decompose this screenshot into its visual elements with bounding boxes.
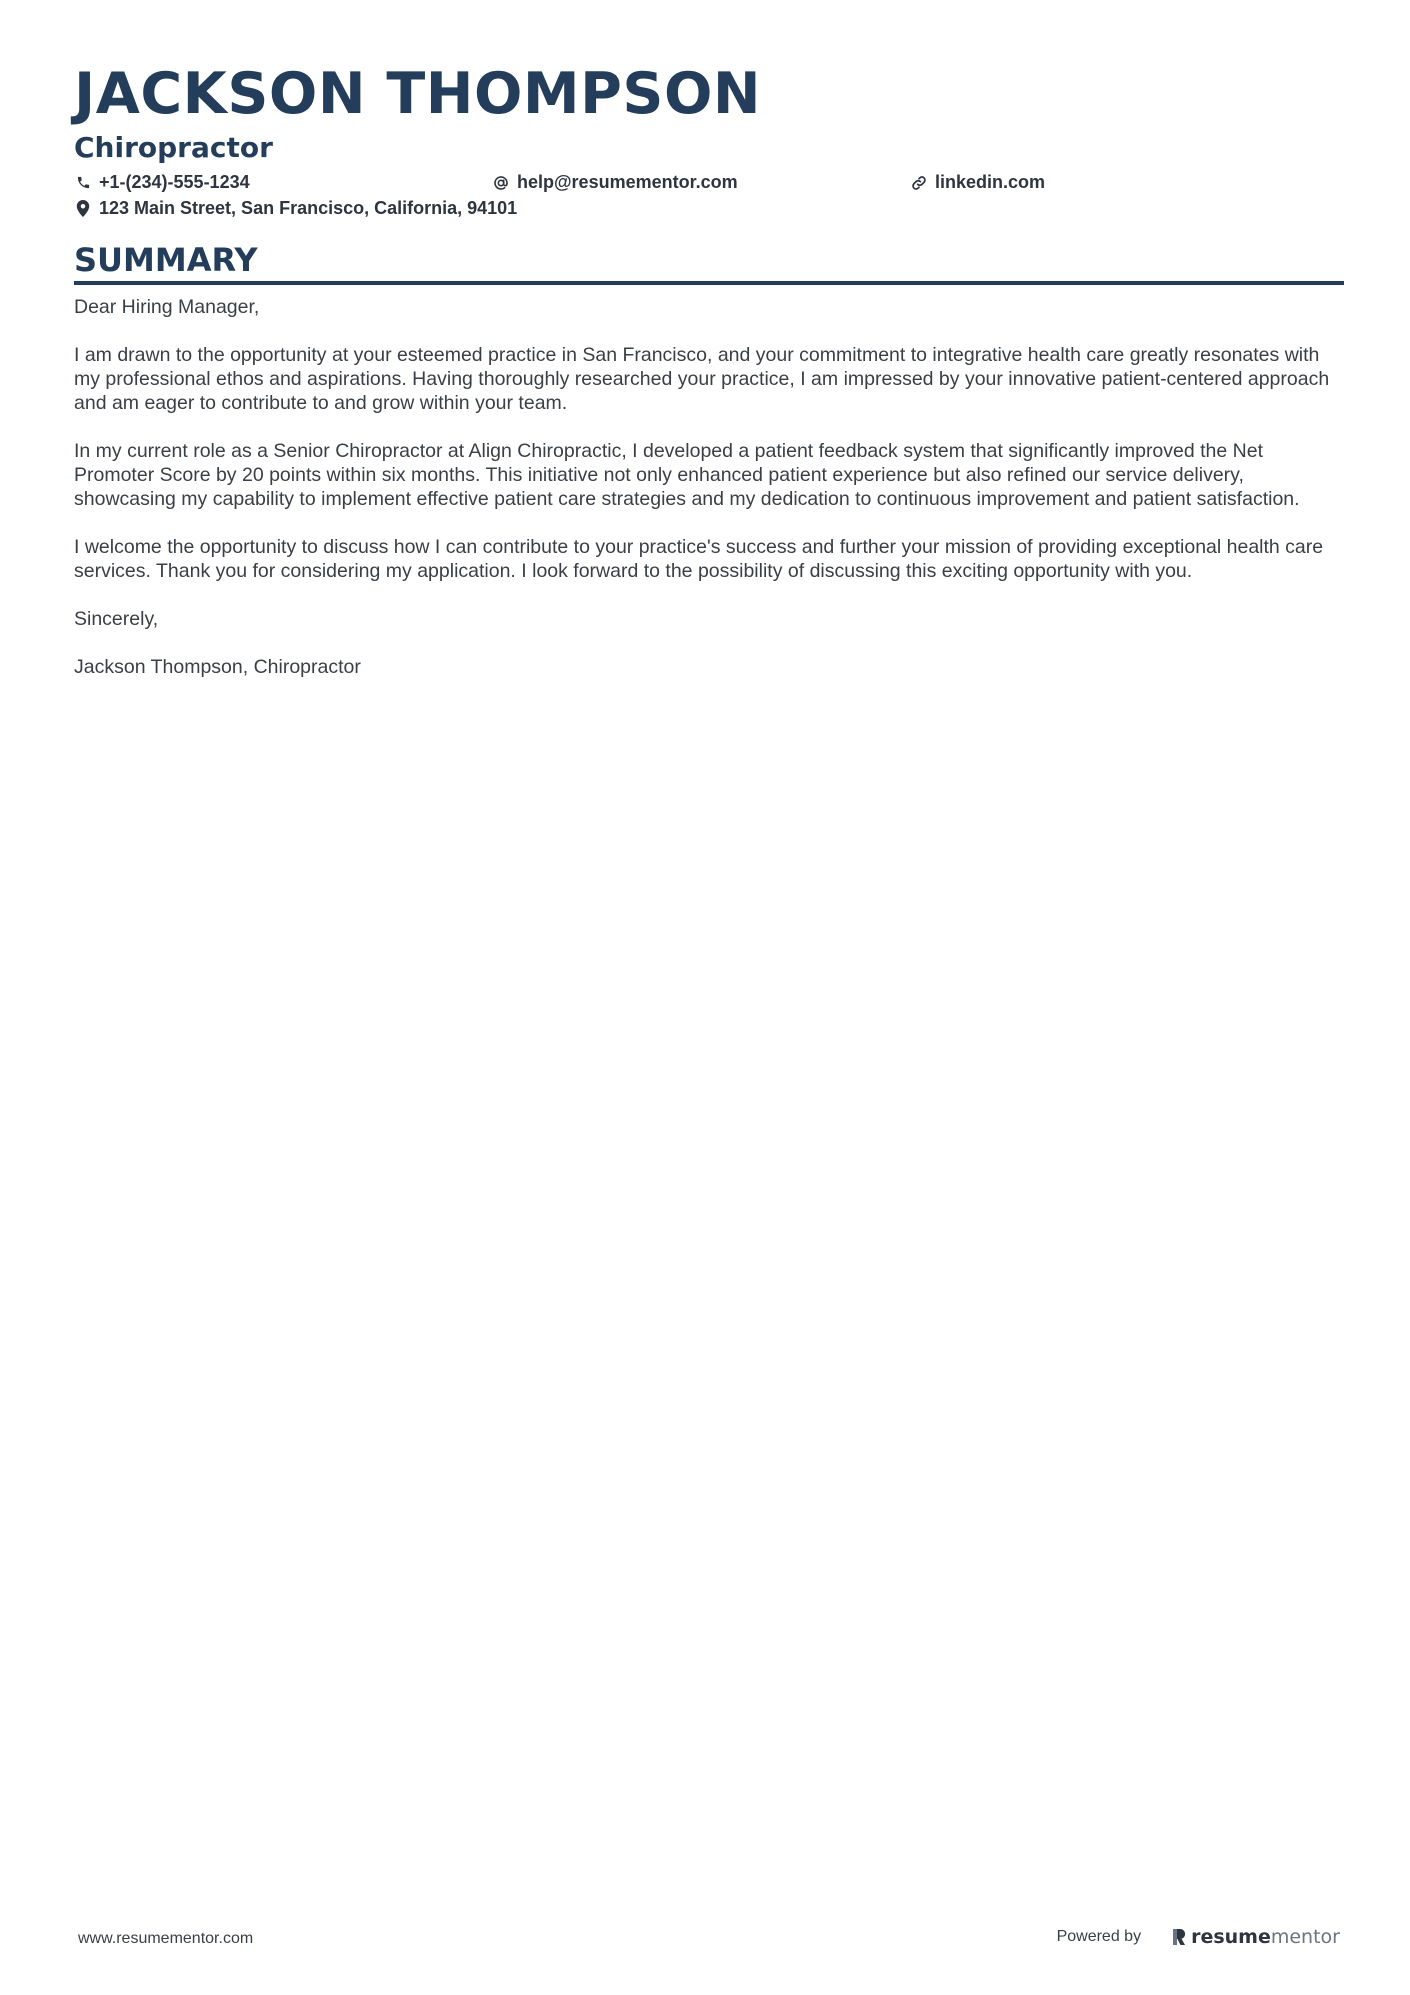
map-pin-icon	[74, 200, 92, 218]
salutation: Dear Hiring Manager,	[74, 296, 260, 318]
phone-text: +1-(234)-555-1234	[99, 172, 250, 192]
contact-phone	[74, 172, 250, 193]
summary-section	[74, 240, 1344, 703]
candidate-name: JACKSON THOMPSON	[74, 61, 762, 127]
email-text: help@resumementor.com	[517, 172, 738, 192]
resumementor-logo-icon	[1171, 1927, 1187, 1947]
section-heading: SUMMARY	[74, 241, 258, 279]
signature: Jackson Thompson, Chiropractor	[74, 656, 361, 678]
sign-off: Sincerely,	[74, 608, 159, 630]
contact-info	[74, 168, 1344, 222]
address-text: 123 Main Street, San Francisco, California, 94101	[99, 198, 518, 218]
contact-linkedin	[910, 172, 1045, 193]
phone-icon	[74, 174, 92, 192]
brand-name-part1: resume	[1191, 1926, 1271, 1948]
letter-body	[74, 295, 1344, 679]
brand-name-part2: mentor	[1270, 1926, 1340, 1948]
paragraph-intro: I am drawn to the opportunity at your esteemed practice in San Francisco, and your commitment to integrative health care greatly resonates with my professional ethos and aspirations. Having thoroughly researched your practice, I am impressed by your innovative patient-centered approach and am eager to contribute to and grow within your team.	[74, 344, 1330, 414]
paragraph-experience: In my current role as a Senior Chiropractor at Align Chiropractic, I developed a patient feedback system that significantly improved the Net Promoter Score by 20 points within six months. This initiative not only enhanced patient experience but also refined our service delivery, showcasing my capability to implement effective patient care strategies and my dedication to continuous improvement and patient satisfaction.	[74, 440, 1300, 510]
job-title: Chiropractor	[74, 131, 273, 164]
footer-website[interactable]: www.resumementor.com	[78, 1930, 254, 1947]
brand-logo[interactable]	[1171, 1926, 1340, 1948]
contact-address	[74, 198, 517, 219]
paragraph-closing: I welcome the opportunity to discuss how I can contribute to your practice's success and further your mission of providing exceptional health care services. Thank you for considering my application. I look forward to the possibility of discussing this exciting opportunity with you.	[74, 536, 1324, 582]
linkedin-text: linkedin.com	[935, 172, 1046, 192]
header	[74, 58, 1344, 222]
powered-by-label: Powered by	[1056, 1928, 1142, 1945]
link-icon	[910, 174, 928, 192]
at-sign-icon	[492, 174, 510, 192]
contact-email	[492, 172, 738, 193]
footer-branding	[1057, 1926, 1340, 1948]
section-divider	[74, 281, 1344, 285]
